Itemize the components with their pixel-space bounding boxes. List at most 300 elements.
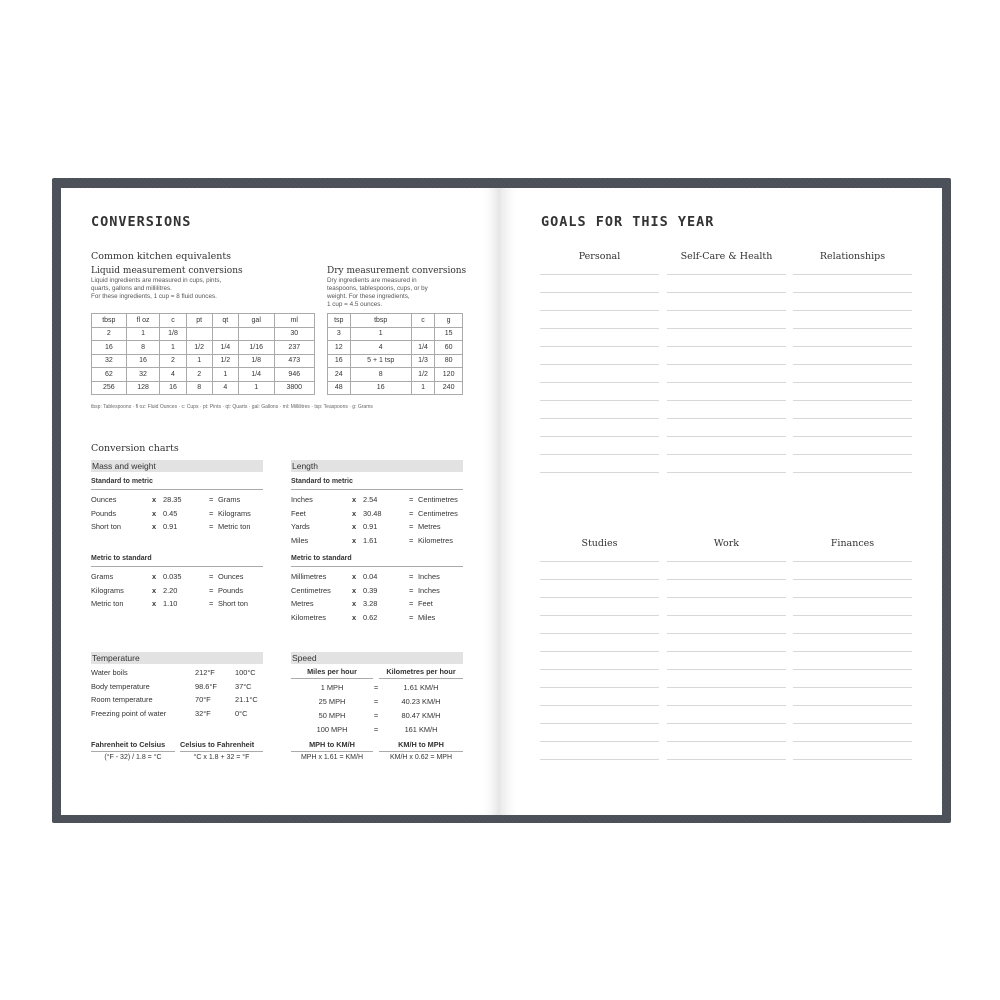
goal-column-heading: Studies xyxy=(581,538,618,549)
writing-line xyxy=(540,274,659,275)
writing-line xyxy=(793,687,912,688)
table-cell: 4 xyxy=(212,381,238,395)
conversion-to: Ounces xyxy=(218,572,244,581)
writing-line xyxy=(667,382,786,383)
kitchen-heading: Common kitchen equivalents xyxy=(91,251,232,262)
writing-line xyxy=(540,651,659,652)
conversion-from: Millimetres xyxy=(291,572,327,581)
table-cell: 1 xyxy=(186,354,212,368)
table-cell: 1/2 xyxy=(212,354,238,368)
writing-line xyxy=(540,687,659,688)
fahrenheit-value: 70°F xyxy=(195,695,211,704)
mph-value: 25 MPH xyxy=(318,697,346,706)
writing-line xyxy=(793,651,912,652)
table-header-cell: tsp xyxy=(328,314,351,328)
writing-line xyxy=(540,346,659,347)
conversion-to: Feet xyxy=(418,599,433,608)
table-header-cell: tbsp xyxy=(92,314,127,328)
writing-line xyxy=(793,310,912,311)
goal-column-lines xyxy=(540,274,659,490)
writing-line xyxy=(793,400,912,401)
table-cell: 1 xyxy=(212,368,238,382)
conversion-from: Ounces xyxy=(91,495,117,504)
writing-line xyxy=(667,759,786,760)
writing-line xyxy=(540,418,659,419)
table-cell: 128 xyxy=(126,381,160,395)
k2m-title: KM/H to MPH xyxy=(379,740,463,752)
writing-line xyxy=(540,561,659,562)
conversion-factor: 28.35 xyxy=(163,495,182,504)
table-cell: 1/3 xyxy=(411,354,434,368)
dry-title: Dry measurement conversions xyxy=(327,266,467,276)
table-cell: 256 xyxy=(92,381,127,395)
table-cell: 8 xyxy=(350,368,411,382)
kmh-value: 1.61 KM/H xyxy=(403,683,439,692)
table-row xyxy=(92,354,315,368)
writing-line xyxy=(540,579,659,580)
conversion-to: Centimetres xyxy=(418,495,458,504)
writing-line xyxy=(793,741,912,742)
table-cell: 1/8 xyxy=(238,354,274,368)
writing-line xyxy=(667,436,786,437)
table-cell: 1/4 xyxy=(411,341,434,355)
mph-value: 100 MPH xyxy=(316,725,348,734)
temperature-row xyxy=(91,693,263,707)
c2f-title: Celsius to Fahrenheit xyxy=(180,740,263,752)
table-header-cell: gal xyxy=(238,314,274,328)
conversion-from: Metres xyxy=(291,599,314,608)
conversion-factor: 0.035 xyxy=(163,572,182,581)
conversion-to: Short ton xyxy=(218,599,248,608)
writing-line xyxy=(793,364,912,365)
writing-line xyxy=(667,400,786,401)
writing-line xyxy=(667,705,786,706)
table-cell: 62 xyxy=(92,368,127,382)
right-page xyxy=(500,188,942,815)
writing-line xyxy=(540,705,659,706)
writing-line xyxy=(667,597,786,598)
fahrenheit-value: 32°F xyxy=(195,708,211,718)
writing-line xyxy=(793,328,912,329)
multiply-sign: x xyxy=(352,522,357,531)
conversion-from: Pounds xyxy=(91,508,117,518)
conversion-from: Kilometres xyxy=(291,612,326,622)
equals-sign: = xyxy=(409,522,414,531)
writing-line xyxy=(793,436,912,437)
speed-row xyxy=(291,709,463,723)
equals-sign: = xyxy=(209,522,214,531)
charts-heading: Conversion charts xyxy=(91,443,179,454)
writing-line xyxy=(540,472,659,473)
conversion-to: Metric ton xyxy=(218,522,251,531)
table-row xyxy=(328,327,463,341)
conversion-from: Inches xyxy=(291,495,313,504)
multiply-sign: x xyxy=(352,508,357,518)
mass-s2m-title: Standard to metric xyxy=(91,478,263,490)
goal-column-lines xyxy=(540,561,659,777)
table-cell: 4 xyxy=(350,341,411,355)
table-row xyxy=(328,341,463,355)
goal-column-heading: Self-Care & Health xyxy=(680,251,773,262)
conversion-from: Centimetres xyxy=(291,585,331,595)
conversion-row xyxy=(291,507,463,521)
mph-value: 1 MPH xyxy=(320,683,344,692)
table-header-cell: tbsp xyxy=(350,314,411,328)
table-header-cell: ml xyxy=(274,314,314,328)
writing-line xyxy=(793,454,912,455)
table-cell: 1 xyxy=(126,327,160,341)
writing-line xyxy=(540,436,659,437)
conversion-factor: 0.91 xyxy=(163,522,178,531)
equals-sign: = xyxy=(209,572,214,581)
writing-line xyxy=(540,669,659,670)
table-cell: 237 xyxy=(274,341,314,355)
writing-line xyxy=(667,346,786,347)
table-cell: 4 xyxy=(160,368,186,382)
conversion-to: Kilograms xyxy=(218,508,251,518)
conversion-factor: 1.61 xyxy=(363,535,378,545)
writing-line xyxy=(793,597,912,598)
table-row xyxy=(92,381,315,395)
equals-sign: = xyxy=(209,599,214,608)
table-cell: 60 xyxy=(435,341,463,355)
conversion-row xyxy=(291,520,463,534)
equals-sign: = xyxy=(209,495,214,504)
length-s2m-title: Standard to metric xyxy=(291,478,463,490)
conversion-from: Kilograms xyxy=(91,585,124,595)
liquid-table xyxy=(91,313,315,395)
writing-line xyxy=(793,615,912,616)
writing-line xyxy=(667,292,786,293)
writing-line xyxy=(540,597,659,598)
table-cell: 16 xyxy=(126,354,160,368)
equals-sign: = xyxy=(409,508,414,518)
liquid-desc: Liquid ingredients are measured in cups, pints, quarts, gallons and millilitres. For these ingredients, 1 cup = 8 fluid ounces. xyxy=(91,277,222,300)
c2f-formula: °C x 1.8 + 32 = °F xyxy=(193,754,250,761)
writing-line xyxy=(793,472,912,473)
writing-line xyxy=(667,723,786,724)
table-cell xyxy=(212,327,238,341)
equals-sign: = xyxy=(373,697,379,706)
writing-line xyxy=(793,723,912,724)
multiply-sign: x xyxy=(152,508,157,518)
table-cell: 32 xyxy=(126,368,160,382)
page-title: CONVERSIONS xyxy=(91,214,192,230)
multiply-sign: x xyxy=(352,535,357,545)
table-cell: 16 xyxy=(92,341,127,355)
writing-line xyxy=(540,400,659,401)
writing-line xyxy=(540,364,659,365)
temperature-label: Freezing point of water xyxy=(91,708,167,718)
goal-column-lines xyxy=(793,561,912,777)
conversion-from: Grams xyxy=(91,572,114,581)
goal-column-lines xyxy=(793,274,912,490)
writing-line xyxy=(793,346,912,347)
multiply-sign: x xyxy=(352,585,357,595)
conversion-row xyxy=(91,507,263,521)
table-header-row xyxy=(92,314,315,328)
fahrenheit-value: 212°F xyxy=(195,668,215,677)
table-cell: 80 xyxy=(435,354,463,368)
table-cell: 16 xyxy=(328,354,351,368)
writing-line xyxy=(540,454,659,455)
multiply-sign: x xyxy=(152,585,157,595)
writing-line xyxy=(793,274,912,275)
conversion-from: Metric ton xyxy=(91,599,124,608)
equals-sign: = xyxy=(409,585,414,595)
conversion-row xyxy=(91,520,263,534)
table-cell: 1/2 xyxy=(411,368,434,382)
celsius-value: 21.1°C xyxy=(235,695,258,704)
writing-line xyxy=(667,364,786,365)
table-cell: 1/2 xyxy=(186,341,212,355)
conversion-row xyxy=(91,584,263,598)
writing-line xyxy=(793,382,912,383)
writing-line xyxy=(540,382,659,383)
conversion-from: Yards xyxy=(291,522,310,531)
table-cell: 8 xyxy=(186,381,212,395)
writing-line xyxy=(540,615,659,616)
celsius-value: 37°C xyxy=(235,681,252,691)
m2k-formula: MPH x 1.61 = KM/H xyxy=(300,754,364,761)
table-cell: 2 xyxy=(92,327,127,341)
multiply-sign: x xyxy=(152,599,157,608)
mass-m2s-title: Metric to standard xyxy=(91,555,263,567)
table-row xyxy=(92,368,315,382)
equals-sign: = xyxy=(409,599,414,608)
conversion-row xyxy=(91,493,263,507)
table-header-row xyxy=(328,314,463,328)
table-cell: 1/4 xyxy=(238,368,274,382)
speed-col1: Miles per hour xyxy=(291,667,373,679)
conversion-factor: 3.28 xyxy=(363,599,378,608)
conversion-row xyxy=(291,534,463,548)
temperature-label: Room temperature xyxy=(91,695,153,704)
table-header-cell: c xyxy=(411,314,434,328)
speed-row xyxy=(291,723,463,737)
multiply-sign: x xyxy=(352,599,357,608)
writing-line xyxy=(793,579,912,580)
writing-line xyxy=(540,723,659,724)
table-row xyxy=(328,354,463,368)
table-cell: 3800 xyxy=(274,381,314,395)
multiply-sign: x xyxy=(152,522,157,531)
mph-value: 50 MPH xyxy=(318,711,346,720)
abbreviation-legend: tbsp: Tablespoons · fl oz: Fluid Ounces · c: Cups · pt: Pints · qt: Quarts · gal: Gallons · ml: Millilitres · tsp: Teaspoons · g: Grams xyxy=(91,404,373,410)
kmh-value: 40.23 KM/H xyxy=(401,697,441,706)
conversion-row xyxy=(291,493,463,507)
equals-sign: = xyxy=(373,725,379,734)
equals-sign: = xyxy=(373,711,379,720)
writing-line xyxy=(667,687,786,688)
table-cell: 16 xyxy=(350,381,411,395)
equals-sign: = xyxy=(409,612,414,622)
table-row xyxy=(92,327,315,341)
conversion-row xyxy=(91,597,263,611)
table-cell: 1/4 xyxy=(212,341,238,355)
table-cell: 12 xyxy=(328,341,351,355)
temperature-row xyxy=(91,707,263,721)
conversion-from: Feet xyxy=(291,508,306,518)
goal-column-lines xyxy=(667,274,786,490)
table-cell: 1/16 xyxy=(238,341,274,355)
table-header-cell: g xyxy=(435,314,463,328)
conversion-factor: 0.04 xyxy=(363,572,378,581)
speed-bar: Speed xyxy=(291,652,463,664)
table-cell: 48 xyxy=(328,381,351,395)
writing-line xyxy=(667,418,786,419)
table-row xyxy=(328,368,463,382)
equals-sign: = xyxy=(209,508,214,518)
f2c-formula: (°F - 32) / 1.8 = °C xyxy=(104,754,162,761)
table-cell: 1 xyxy=(160,341,186,355)
conversion-from: Short ton xyxy=(91,522,121,531)
conversion-from: Miles xyxy=(291,535,309,545)
conversion-factor: 2.20 xyxy=(163,585,178,595)
table-cell: 473 xyxy=(274,354,314,368)
fahrenheit-value: 98.6°F xyxy=(195,681,217,691)
table-cell: 1 xyxy=(350,327,411,341)
writing-line xyxy=(793,561,912,562)
kmh-value: 80.47 KM/H xyxy=(401,711,441,720)
table-cell: 24 xyxy=(328,368,351,382)
equals-sign: = xyxy=(409,572,414,581)
writing-line xyxy=(667,454,786,455)
temperature-bar: Temperature xyxy=(91,652,263,664)
table-cell xyxy=(238,327,274,341)
f2c-title: Fahrenheit to Celsius xyxy=(91,740,175,752)
left-page xyxy=(61,188,500,815)
table-cell: 120 xyxy=(435,368,463,382)
dry-table xyxy=(327,313,463,395)
conversion-factor: 0.39 xyxy=(363,585,378,595)
length-m2s-title: Metric to standard xyxy=(291,555,463,567)
writing-line xyxy=(793,669,912,670)
mass-bar: Mass and weight xyxy=(91,460,263,472)
writing-line xyxy=(540,292,659,293)
writing-line xyxy=(667,741,786,742)
m2k-title: MPH to KM/H xyxy=(291,740,373,752)
writing-line xyxy=(667,310,786,311)
conversion-to: Inches xyxy=(418,572,440,581)
equals-sign: = xyxy=(373,683,379,692)
writing-line xyxy=(793,759,912,760)
multiply-sign: x xyxy=(152,572,157,581)
conversion-to: Grams xyxy=(218,495,241,504)
multiply-sign: x xyxy=(352,572,357,581)
table-cell: 1 xyxy=(238,381,274,395)
conversion-factor: 1.10 xyxy=(163,599,178,608)
goal-column-heading: Finances xyxy=(830,538,875,549)
equals-sign: = xyxy=(209,585,214,595)
writing-line xyxy=(667,669,786,670)
dry-desc: Dry ingredients are measured in teaspoons, tablespoons, cups, or by weight. For these ingredients, 1 cup = 4.5 ounces. xyxy=(327,277,428,308)
table-cell: 30 xyxy=(274,327,314,341)
equals-sign: = xyxy=(409,495,414,504)
conversion-factor: 0.91 xyxy=(363,522,378,531)
table-cell: 240 xyxy=(435,381,463,395)
table-cell: 1 xyxy=(411,381,434,395)
table-cell: 15 xyxy=(435,327,463,341)
writing-line xyxy=(667,561,786,562)
conversion-factor: 30.48 xyxy=(363,508,382,518)
conversion-to: Pounds xyxy=(218,585,244,595)
temperature-label: Body temperature xyxy=(91,681,150,691)
length-bar: Length xyxy=(291,460,463,472)
temperature-label: Water boils xyxy=(91,668,128,677)
speed-row xyxy=(291,695,463,709)
multiply-sign: x xyxy=(352,495,357,504)
conversion-row xyxy=(291,570,463,584)
equals-sign: = xyxy=(409,535,414,545)
writing-line xyxy=(667,472,786,473)
table-header-cell: fl oz xyxy=(126,314,160,328)
goal-column-heading: Work xyxy=(713,538,740,549)
table-cell xyxy=(186,327,212,341)
multiply-sign: x xyxy=(352,612,357,622)
table-cell: 16 xyxy=(160,381,186,395)
temperature-row xyxy=(91,666,263,680)
table-cell: 946 xyxy=(274,368,314,382)
conversion-factor: 0.62 xyxy=(363,612,378,622)
multiply-sign: x xyxy=(152,495,157,504)
speed-row xyxy=(291,681,463,695)
kmh-value: 161 KM/H xyxy=(404,725,438,734)
conversion-row xyxy=(291,611,463,625)
conversion-to: Miles xyxy=(418,612,436,622)
conversion-to: Centimetres xyxy=(418,508,458,518)
goals-title: GOALS FOR THIS YEAR xyxy=(541,214,715,230)
goal-column-heading: Relationships xyxy=(819,251,886,262)
writing-line xyxy=(793,633,912,634)
conversion-row xyxy=(291,597,463,611)
table-header-cell: c xyxy=(160,314,186,328)
table-cell: 3 xyxy=(328,327,351,341)
table-row xyxy=(328,381,463,395)
goal-column-heading: Personal xyxy=(578,251,621,262)
writing-line xyxy=(667,615,786,616)
writing-line xyxy=(540,328,659,329)
table-header-cell: qt xyxy=(212,314,238,328)
table-cell: 5 + 1 tsp xyxy=(350,354,411,368)
writing-line xyxy=(540,759,659,760)
table-cell: 8 xyxy=(126,341,160,355)
writing-line xyxy=(793,705,912,706)
writing-line xyxy=(667,651,786,652)
table-row xyxy=(92,341,315,355)
conversion-row xyxy=(291,584,463,598)
table-cell xyxy=(411,327,434,341)
writing-line xyxy=(793,418,912,419)
writing-line xyxy=(667,328,786,329)
writing-line xyxy=(540,633,659,634)
conversion-to: Kilometres xyxy=(418,535,453,545)
table-header-cell: pt xyxy=(186,314,212,328)
k2m-formula: KM/H x 0.62 = MPH xyxy=(389,754,453,761)
speed-col2: Kilometres per hour xyxy=(379,667,463,679)
temperature-row xyxy=(91,680,263,694)
conversion-to: Inches xyxy=(418,585,440,595)
table-cell: 2 xyxy=(160,354,186,368)
writing-line xyxy=(540,310,659,311)
conversion-factor: 0.45 xyxy=(163,508,178,518)
conversion-to: Metres xyxy=(418,522,441,531)
writing-line xyxy=(540,741,659,742)
goal-column-lines xyxy=(667,561,786,777)
table-cell: 1/8 xyxy=(160,327,186,341)
table-cell: 2 xyxy=(186,368,212,382)
writing-line xyxy=(667,274,786,275)
